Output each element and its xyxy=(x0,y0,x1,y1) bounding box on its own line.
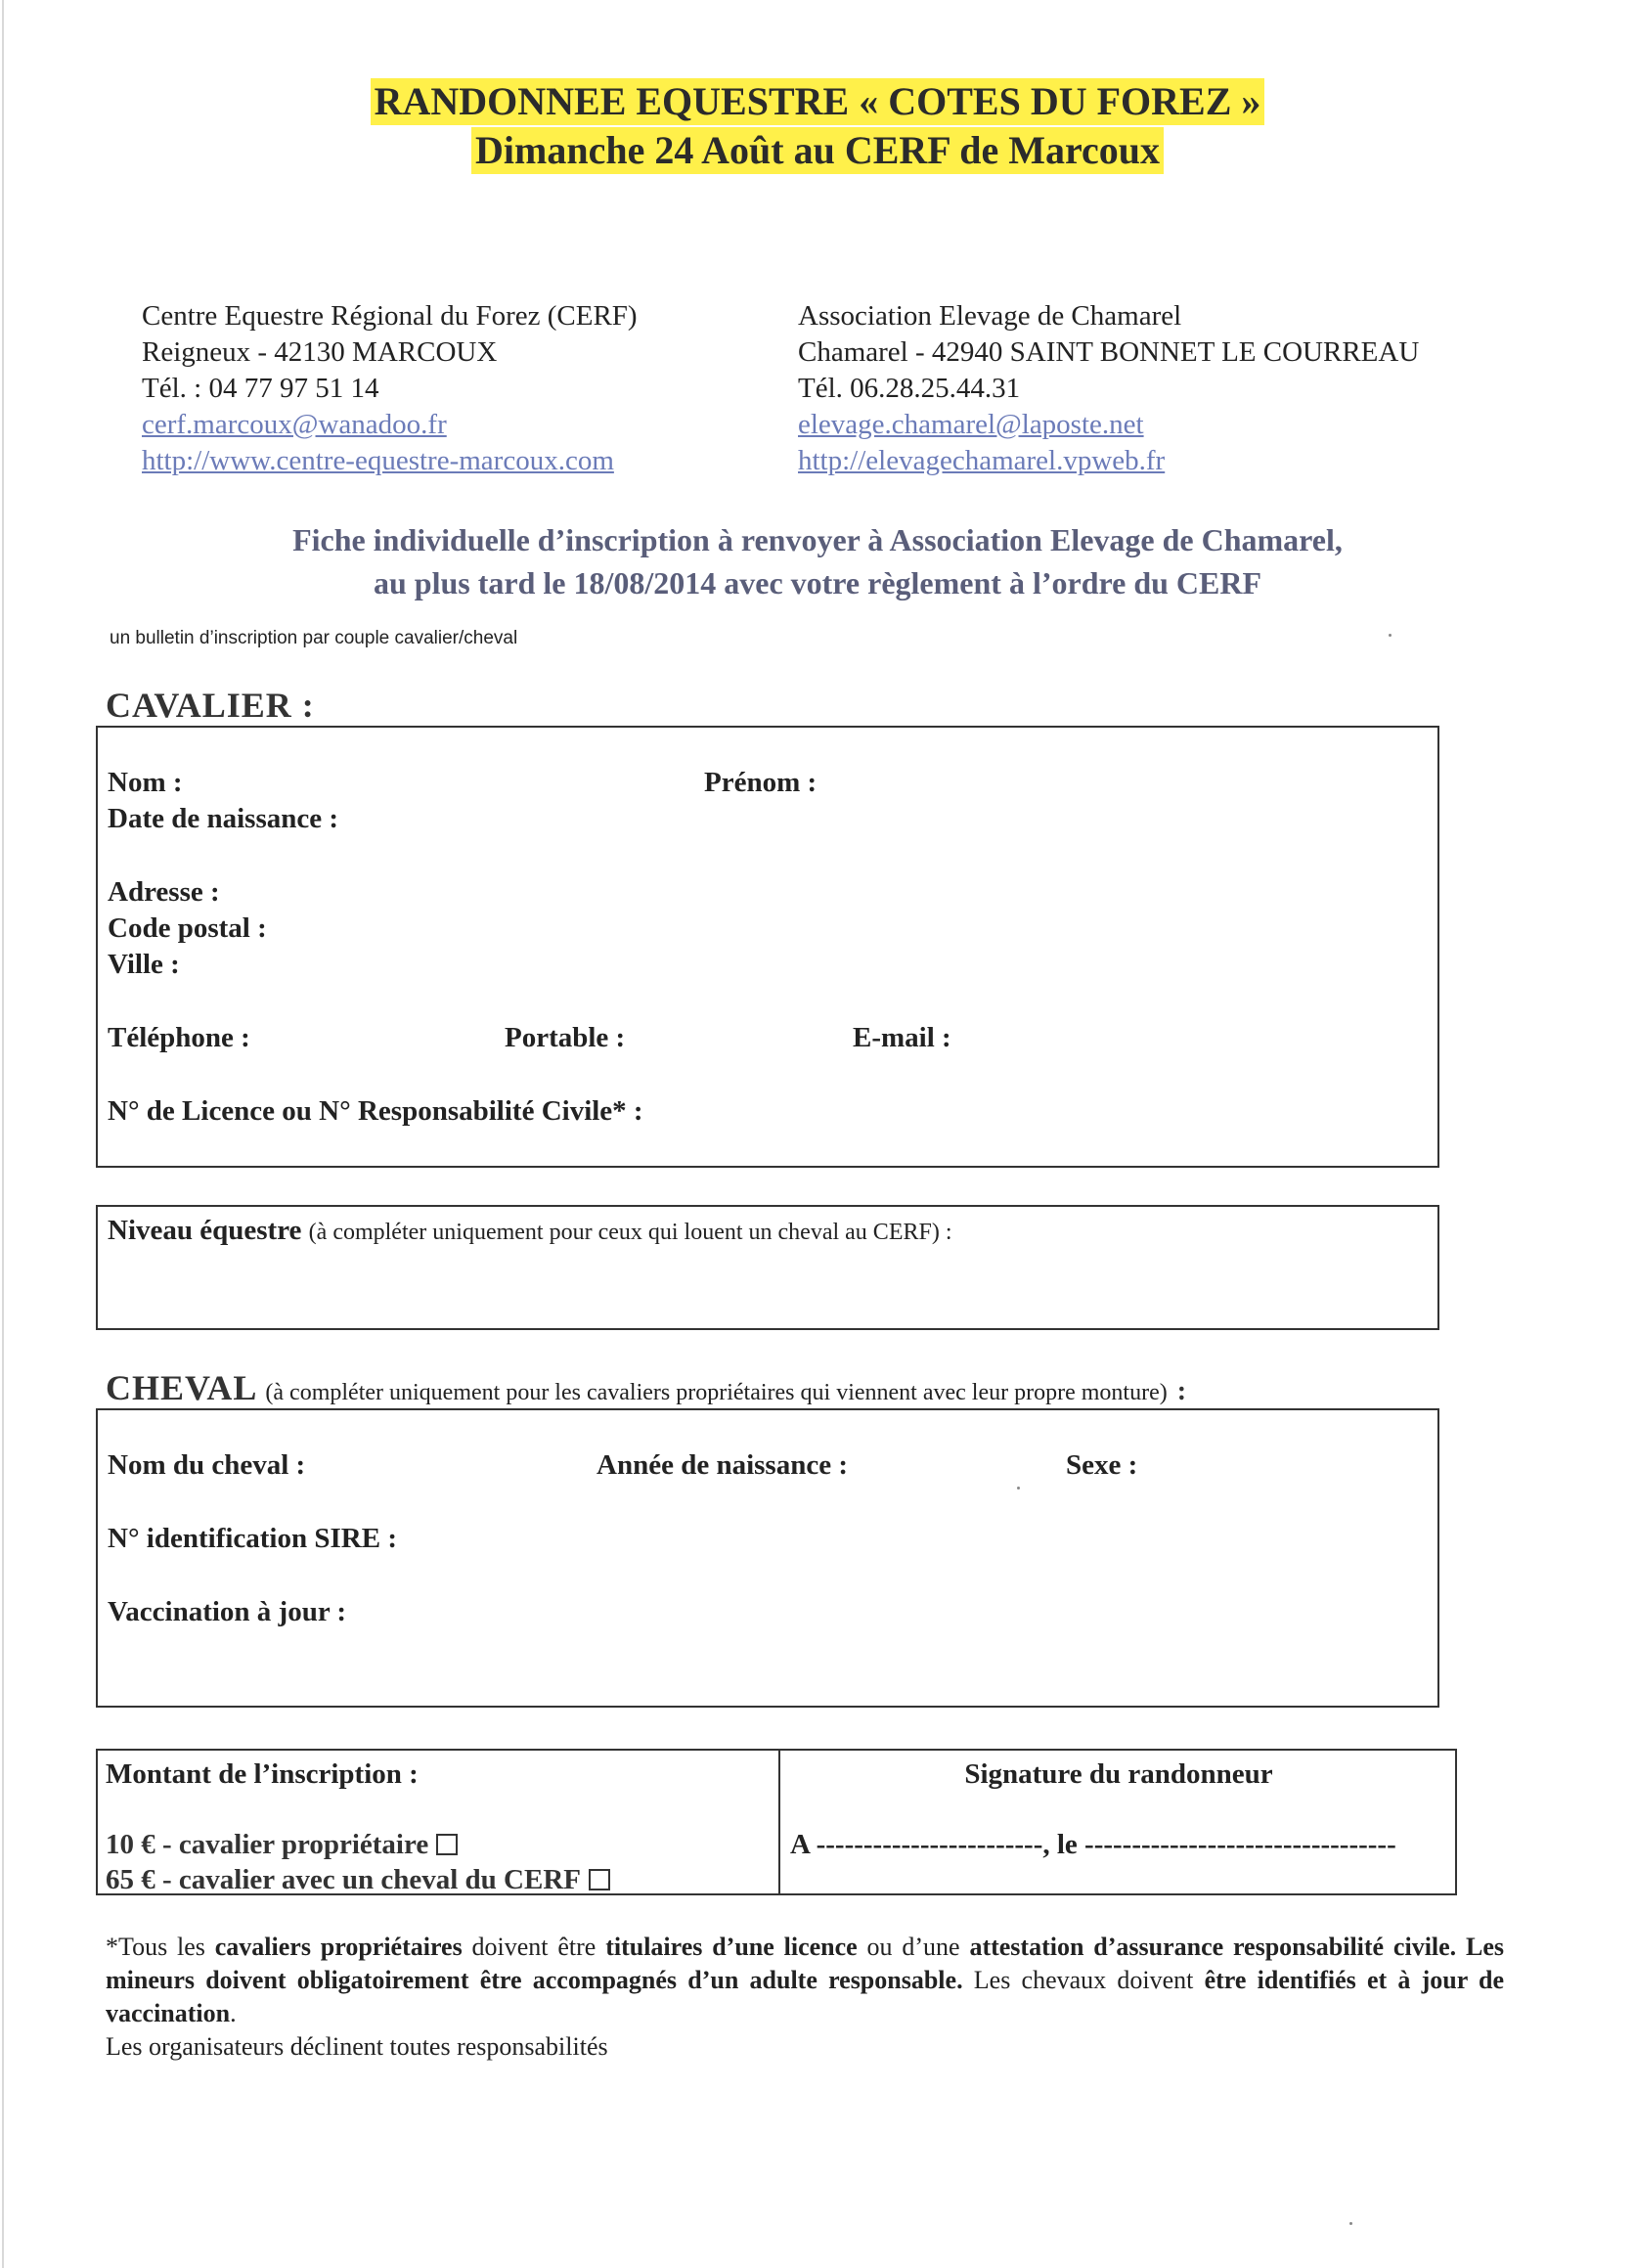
code-postal-label: Code postal : xyxy=(108,912,267,944)
fee-signature-box xyxy=(96,1749,1457,1895)
annee-naissance-label: Année de naissance : xyxy=(597,1449,848,1481)
montant-label: Montant de l’inscription : xyxy=(106,1758,419,1790)
footnote-bold: attestation d’assurance responsabilité civile. Les mineurs doivent obligatoirement être accompagnés d’un adulte responsable. xyxy=(106,1933,1505,1994)
cheval-box xyxy=(96,1408,1439,1708)
niveau-title: Niveau équestre xyxy=(108,1215,302,1246)
option-proprietaire xyxy=(106,1829,458,1861)
sexe-label: Sexe : xyxy=(1066,1449,1138,1481)
cerf-horse-checkbox[interactable] xyxy=(589,1869,610,1890)
cavalier-box xyxy=(96,726,1439,1168)
cheval-title: CHEVAL xyxy=(106,1368,256,1407)
instructions-line-2: au plus tard le 18/08/2014 avec votre règlement à l’ordre du CERF xyxy=(373,565,1262,600)
instructions xyxy=(0,518,1635,604)
scan-speck xyxy=(1017,1487,1020,1490)
prenom-label: Prénom : xyxy=(704,767,818,798)
footnote-text: ou d’une xyxy=(866,1933,960,1961)
cheval-note: (à compléter uniquement pour les cavaliers propriétaires qui viennent avec leur propre monture) xyxy=(265,1380,1168,1405)
ville-label: Ville : xyxy=(108,949,180,980)
contact-address: Reigneux - 42130 MARCOUX xyxy=(142,336,498,368)
nom-label: Nom : xyxy=(108,767,183,798)
footnote-bold: être identifiés et à jour de vaccination xyxy=(106,1966,1504,2027)
sire-label: N° identification SIRE : xyxy=(108,1523,397,1554)
contact-address: Chamarel - 42940 SAINT BONNET LE COURREAU xyxy=(798,336,1420,368)
bulletin-note: un bulletin d’inscription par couple cavalier/cheval xyxy=(110,628,518,648)
contact-cerf xyxy=(142,298,638,479)
scan-speck xyxy=(1349,2222,1352,2225)
contact-email-link[interactable]: elevage.chamarel@laposte.net xyxy=(798,409,1144,440)
instructions-line-1: Fiche individuelle d’inscription à renvoyer à Association Elevage de Chamarel, xyxy=(292,522,1343,557)
title-block xyxy=(0,78,1635,176)
signature-label: Signature du randonneur xyxy=(964,1758,1273,1790)
cheval-heading xyxy=(106,1367,1187,1408)
title-line-1: RANDONNEE EQUESTRE « COTES DU FOREZ » xyxy=(371,78,1265,125)
contact-email-link[interactable]: cerf.marcoux@wanadoo.fr xyxy=(142,409,447,440)
vaccination-label: Vaccination à jour : xyxy=(108,1596,347,1627)
footnote-paragraph xyxy=(106,1931,1504,2030)
licence-label: N° de Licence ou N° Responsabilité Civile* : xyxy=(108,1095,643,1127)
footnote-bold: titulaires d’une licence xyxy=(605,1933,858,1961)
footnote-text: *Tous les xyxy=(106,1933,205,1961)
option-cerf-horse xyxy=(106,1864,610,1896)
niveau-note: (à compléter uniquement pour ceux qui louent un cheval au CERF) : xyxy=(308,1220,952,1245)
contact-phone: Tél. : 04 77 97 51 14 xyxy=(142,373,379,404)
scan-edge xyxy=(2,0,4,2268)
title-line-2: Dimanche 24 Août au CERF de Marcoux xyxy=(471,127,1164,174)
niveau-label xyxy=(108,1215,952,1247)
footnote xyxy=(106,1931,1504,2064)
option-proprietaire-label: 10 € - cavalier propriétaire xyxy=(106,1829,429,1860)
contact-website-link[interactable]: http://www.centre-equestre-marcoux.com xyxy=(142,445,614,476)
contact-chamarel xyxy=(798,298,1419,479)
footnote-disclaimer: Les organisateurs déclinent toutes responsabilités xyxy=(106,2032,608,2061)
footnote-text: doivent être xyxy=(471,1933,597,1961)
cheval-colon: : xyxy=(1176,1376,1188,1406)
email-label: E-mail : xyxy=(853,1022,951,1053)
contact-website-link[interactable]: http://elevagechamarel.vpweb.fr xyxy=(798,445,1166,476)
cavalier-heading: CAVALIER : xyxy=(106,686,315,725)
proprietaire-checkbox[interactable] xyxy=(436,1834,458,1855)
footnote-text: . xyxy=(230,1999,237,2027)
scan-speck xyxy=(1389,634,1392,637)
portable-label: Portable : xyxy=(505,1022,626,1053)
nom-cheval-label: Nom du cheval : xyxy=(108,1449,306,1481)
footnote-bold: cavaliers propriétaires xyxy=(214,1933,463,1961)
adresse-label: Adresse : xyxy=(108,876,220,908)
contact-name: Association Elevage de Chamarel xyxy=(798,300,1182,332)
niveau-box xyxy=(96,1205,1439,1330)
contact-name: Centre Equestre Régional du Forez (CERF) xyxy=(142,300,638,332)
telephone-label: Téléphone : xyxy=(108,1022,250,1053)
footnote-text: Les chevaux doivent xyxy=(973,1966,1194,1994)
option-cerf-horse-label: 65 € - cavalier avec un cheval du CERF xyxy=(106,1864,581,1895)
contact-phone: Tél. 06.28.25.44.31 xyxy=(798,373,1021,404)
signature-line: A ------------------------, le --------------------------------- xyxy=(790,1829,1396,1860)
date-naissance-label: Date de naissance : xyxy=(108,803,339,834)
